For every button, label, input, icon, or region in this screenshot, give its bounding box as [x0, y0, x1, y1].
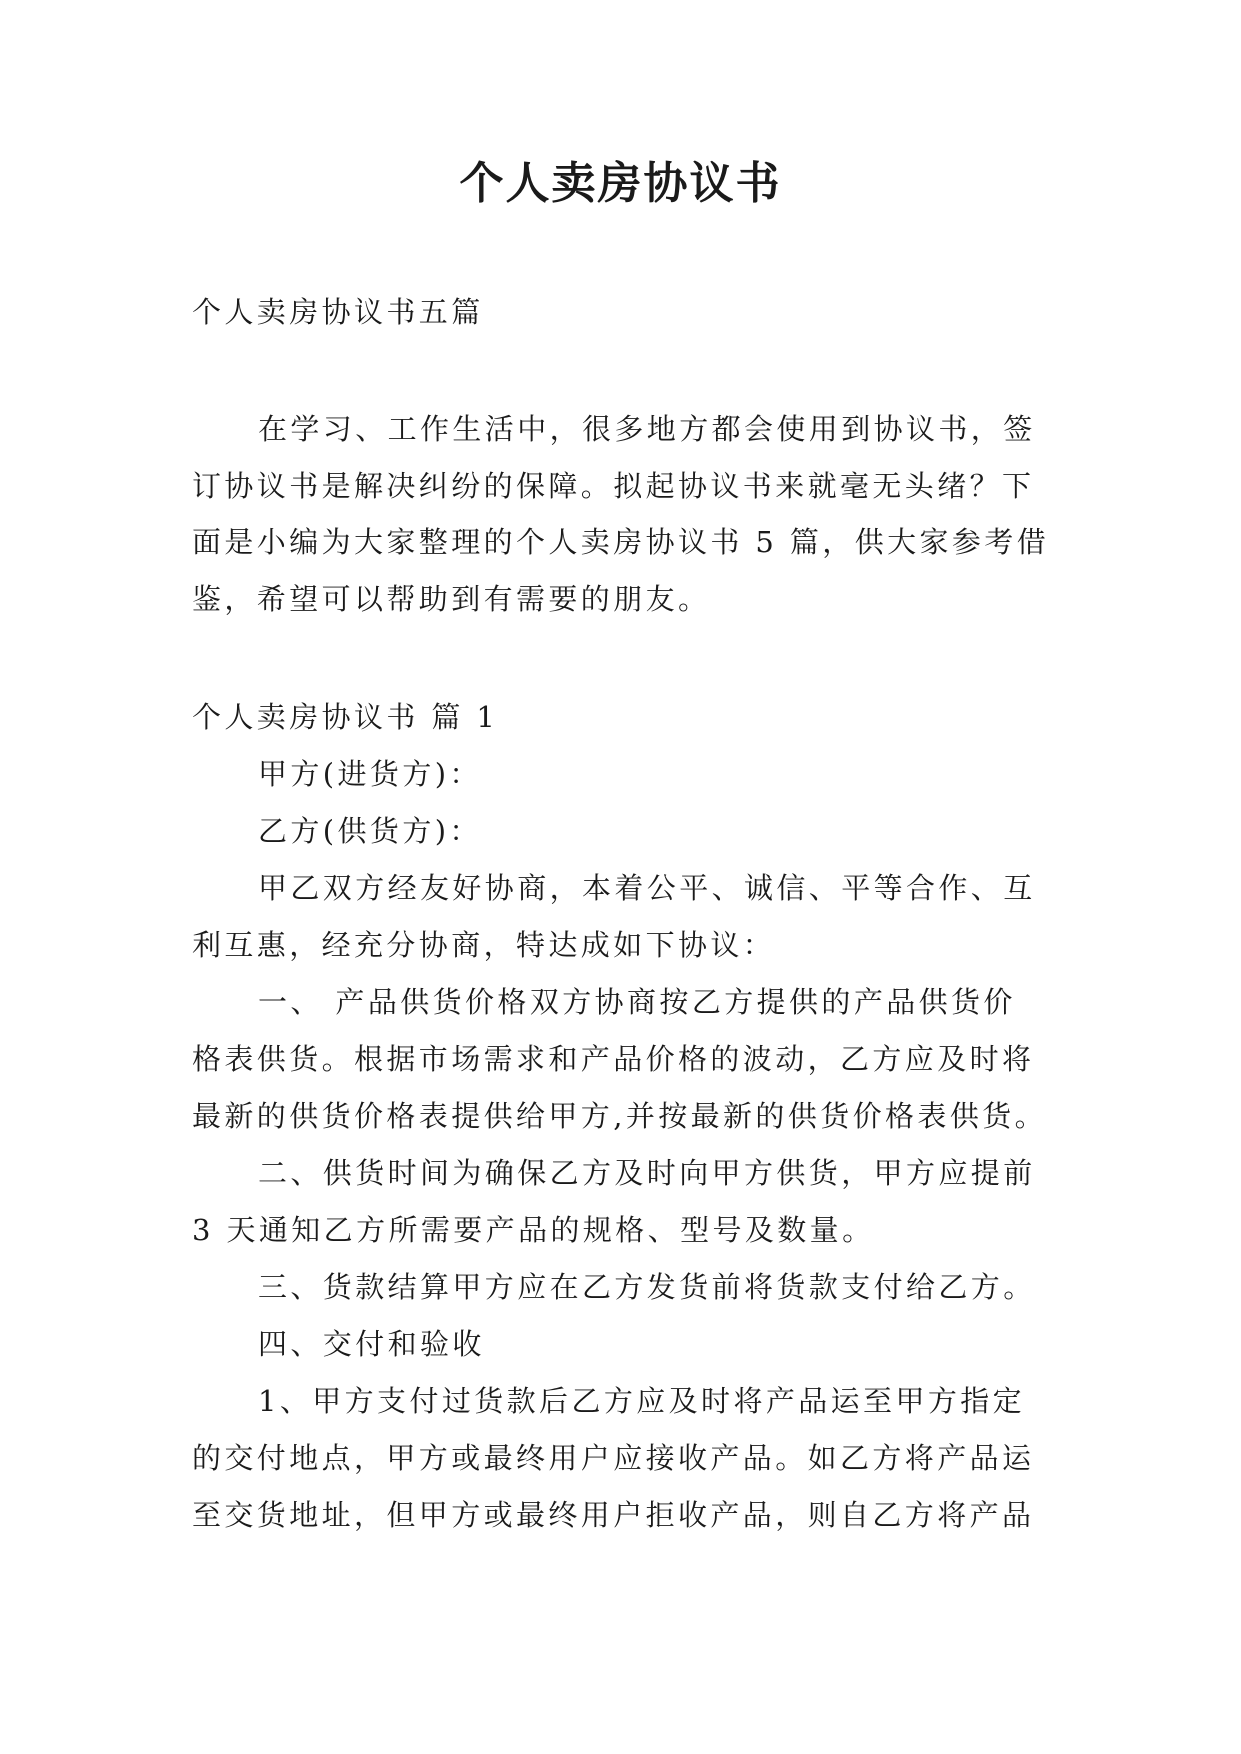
- clause-line: 3 天通知乙方所需要产品的规格、型号及数量。: [192, 1213, 875, 1247]
- paragraph-line: 利互惠，经充分协商，特达成如下协议：: [192, 928, 776, 962]
- party-a-line: 甲方(进货方)：: [258, 757, 482, 791]
- subtitle: 个人卖房协议书五篇: [192, 295, 484, 329]
- clause-heading: 四、交付和验收: [258, 1327, 485, 1361]
- clause-line: 二、供货时间为确保乙方及时向甲方供货，甲方应提前: [258, 1156, 1036, 1190]
- document-title: 个人卖房协议书: [459, 158, 782, 209]
- clause-line: 至交货地址，但甲方或最终用户拒收产品，则自乙方将产品: [192, 1498, 1035, 1532]
- paragraph-line: 订协议书是解决纠纷的保障。拟起协议书来就毫无头绪？下: [192, 469, 1035, 503]
- paragraph-line: 面是小编为大家整理的个人卖房协议书 5 篇，供大家参考借: [192, 525, 1050, 559]
- paragraph-line: 鉴，希望可以帮助到有需要的朋友。: [192, 582, 711, 616]
- paragraph-line: 在学习、工作生活中，很多地方都会使用到协议书，签: [258, 412, 1036, 446]
- clause-line: 的交付地点，甲方或最终用户应接收产品。如乙方将产品运: [192, 1441, 1035, 1475]
- section-heading: 个人卖房协议书 篇 1: [192, 700, 499, 734]
- paragraph-line: 甲乙双方经友好协商，本着公平、诚信、平等合作、互: [258, 871, 1036, 905]
- clause-line: 1、甲方支付过货款后乙方应及时将产品运至甲方指定: [258, 1384, 1026, 1418]
- party-b-line: 乙方(供货方)：: [258, 814, 482, 848]
- clause-line: 一、 产品供货价格双方协商按乙方提供的产品供货价: [258, 985, 1016, 1019]
- clause-line: 格表供货。根据市场需求和产品价格的波动，乙方应及时将: [192, 1042, 1035, 1076]
- clause-line: 三、货款结算甲方应在乙方发货前将货款支付给乙方。: [258, 1270, 1036, 1304]
- clause-line: 最新的供货价格表提供给甲方,并按最新的供货价格表供货。: [192, 1099, 1048, 1133]
